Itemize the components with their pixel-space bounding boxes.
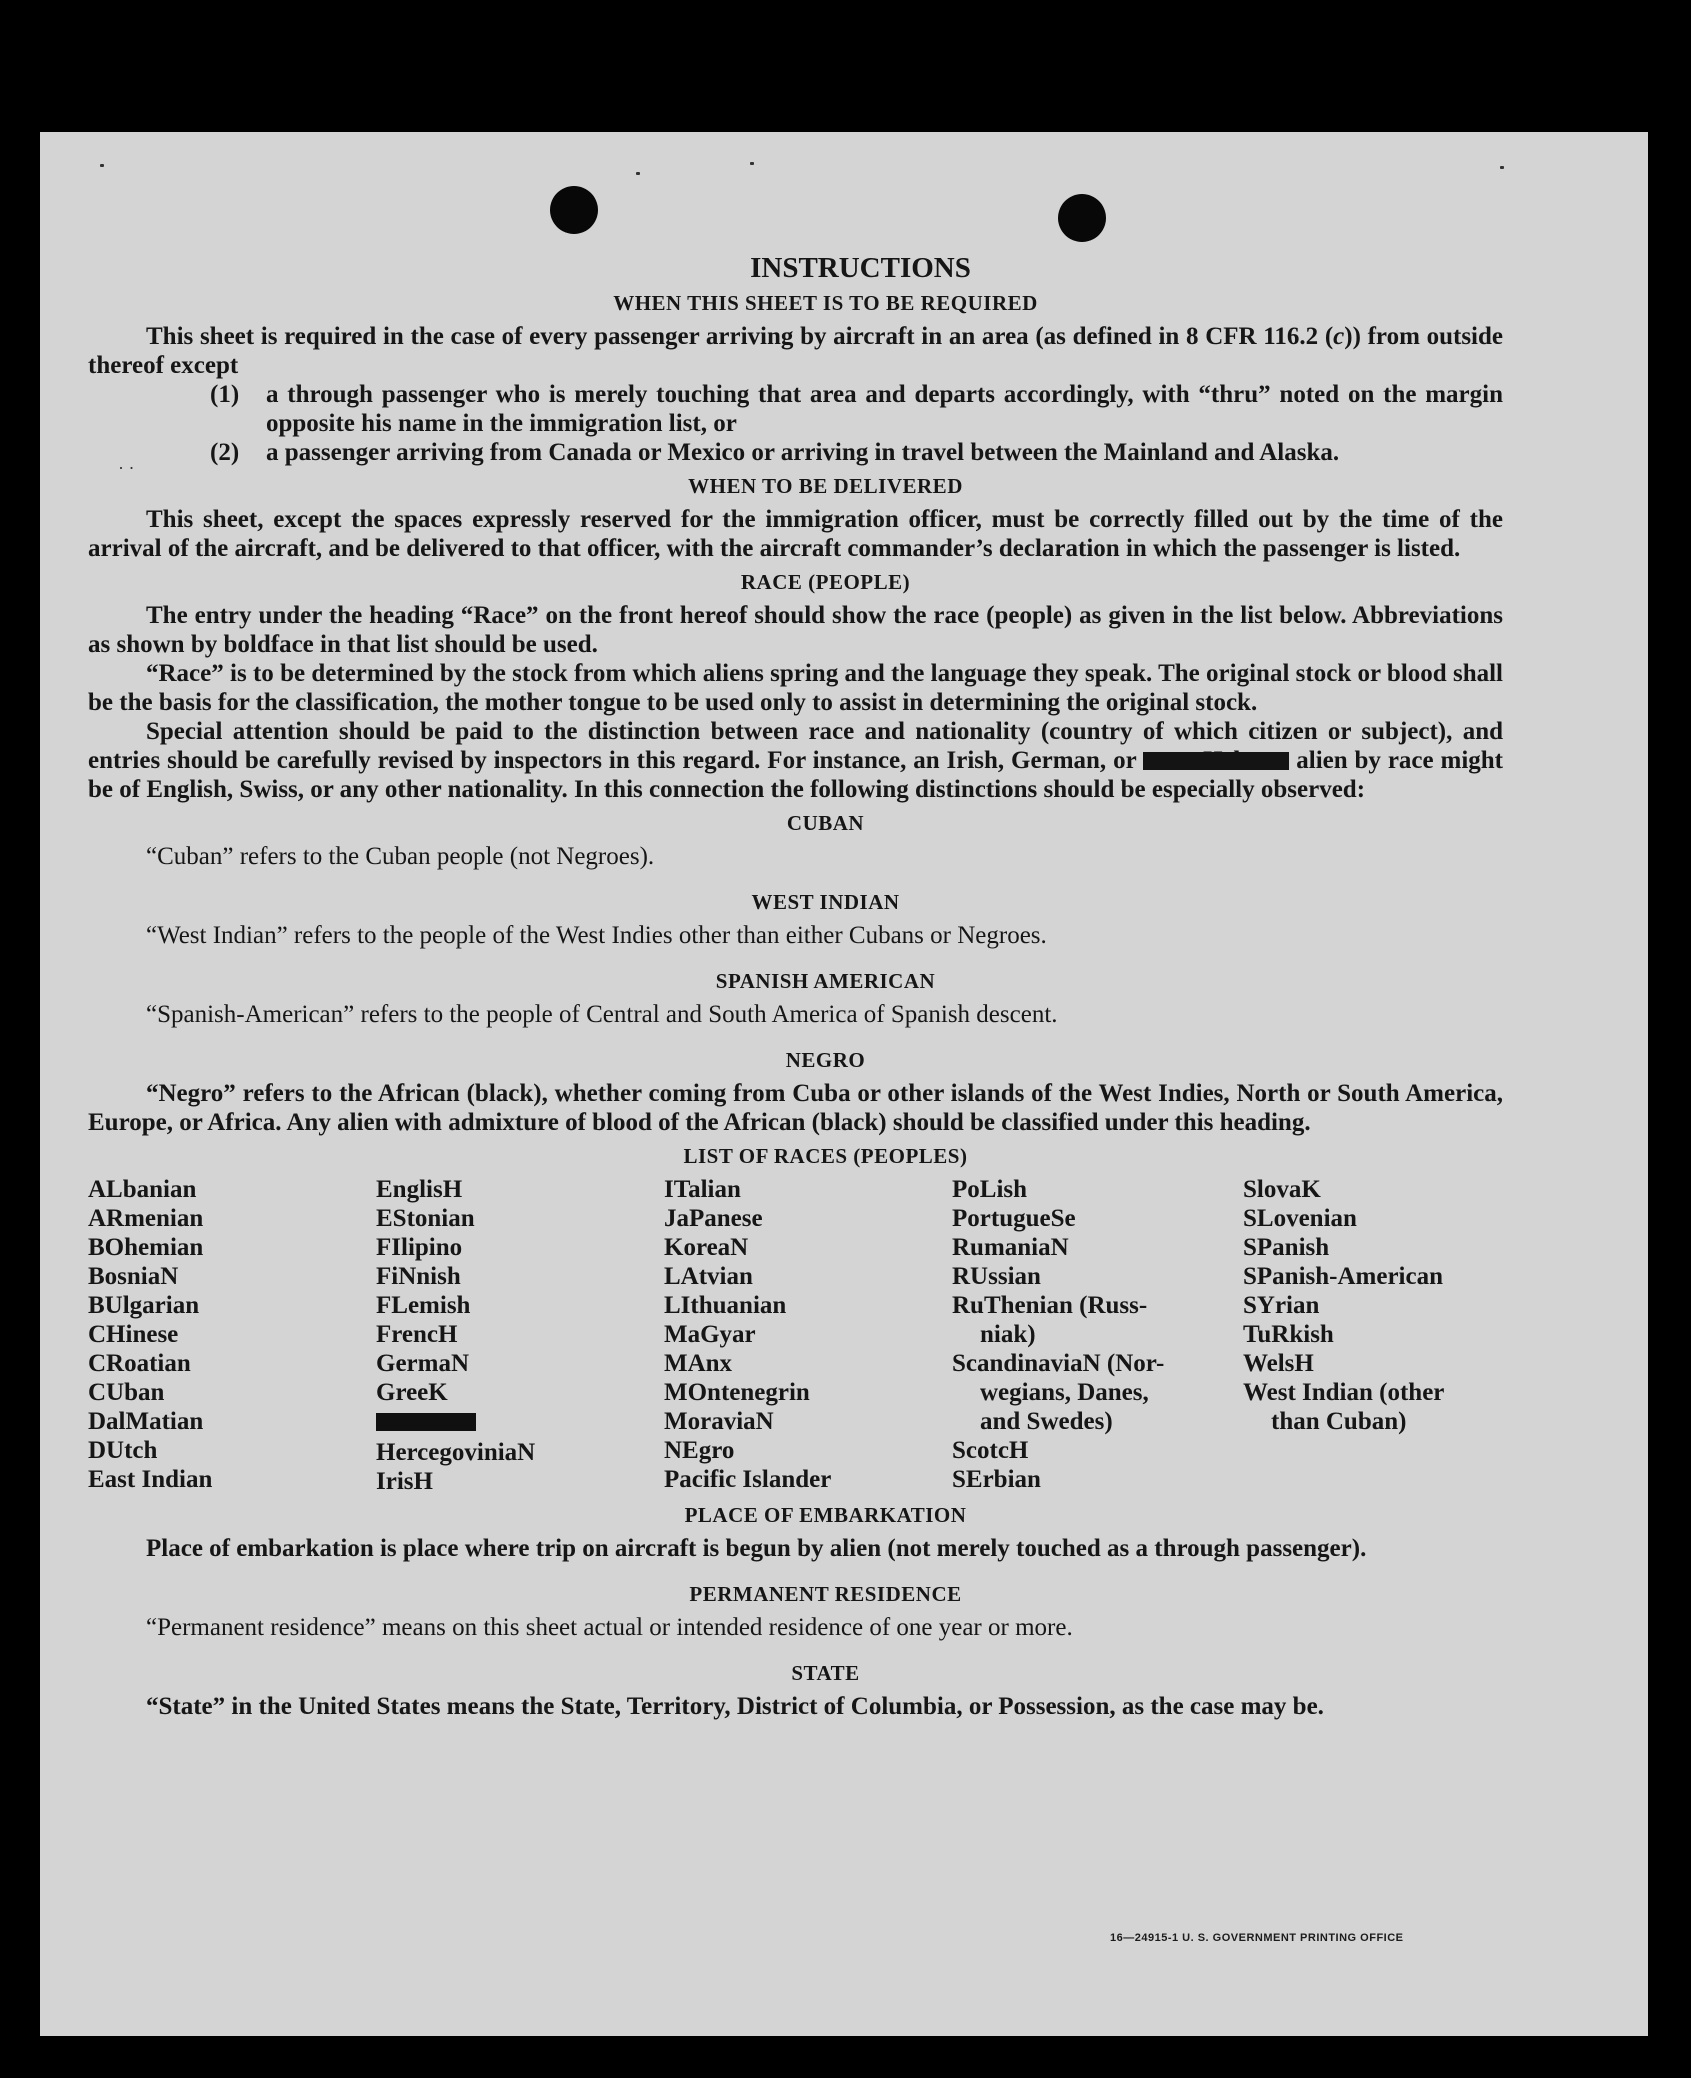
- heading-when-required: WHEN THIS SHEET IS TO BE REQUIRED: [613, 291, 1038, 315]
- race-entry: ARmenian: [88, 1205, 204, 1232]
- speck: [636, 172, 640, 175]
- race-entry: KoreaN: [664, 1234, 749, 1261]
- race-entry: DUtch: [88, 1437, 158, 1464]
- race-entry: ALbanian: [88, 1176, 197, 1203]
- printer-imprint: 16—24915-1 U. S. GOVERNMENT PRINTING OFFICE: [1110, 1932, 1404, 1944]
- race-entry: SErbian: [952, 1466, 1041, 1493]
- state-text: “State” in the United States means the State, Territory, District of Columbia, or Possession, as the case may be.: [146, 1693, 1324, 1720]
- race-entry: EStonian: [376, 1205, 475, 1232]
- struck-word: Hebrew: [1143, 752, 1289, 770]
- race-entry: ScandinaviaN (Nor-: [952, 1350, 1165, 1377]
- race-entry: BOhemian: [88, 1234, 204, 1261]
- race-entry: East Indian: [88, 1466, 213, 1493]
- race-entry: FIlipino: [376, 1234, 463, 1261]
- embarkation-text: Place of embarkation is place where trip on aircraft is begun by alien (not merely touched as a through passenger).: [146, 1535, 1367, 1562]
- punch-hole-right: [1058, 194, 1106, 242]
- race-entry: CRoatian: [88, 1350, 191, 1377]
- document-page: [40, 132, 1648, 2036]
- race-entry: JaPanese: [664, 1205, 763, 1232]
- race-entry: ScotcH: [952, 1437, 1029, 1464]
- negro-text: “Negro” refers to the African (black), whether coming from Cuba or other islands of the West Indies, North or South America, Europe, or Africa. Any alien with admixture of blood of the African (black) should be classified under this heading.: [88, 1080, 1503, 1136]
- race-entry: CUban: [88, 1379, 165, 1406]
- race-entry: ITalian: [664, 1176, 741, 1203]
- instructions-content: [88, 252, 1503, 1721]
- when-required-intro: This sheet is required in the case of every passenger arriving by aircraft in an area (as defined in 8 CFR 116.2 (c)) from outside thereof except: [88, 323, 1503, 379]
- race-entry: MOntenegrin: [664, 1379, 810, 1406]
- race-entry: RUssian: [952, 1263, 1041, 1290]
- race-entry: WelsH: [1243, 1350, 1314, 1377]
- race-entry: MaGyar: [664, 1321, 756, 1348]
- race-entry: SPanish: [1243, 1234, 1330, 1261]
- race-entry: SlovaK: [1243, 1176, 1321, 1203]
- speck: [750, 162, 754, 165]
- race-entry: wegians, Danes,: [980, 1379, 1149, 1406]
- races-column-2: [376, 1175, 664, 1496]
- race-entry: FrencH: [376, 1321, 458, 1348]
- race-entry: PoLish: [952, 1176, 1028, 1203]
- race-entry: CHinese: [88, 1321, 179, 1348]
- race-entry: SLovenian: [1243, 1205, 1357, 1232]
- race-entry: BUlgarian: [88, 1292, 200, 1319]
- races-column-5: [1243, 1175, 1503, 1496]
- race-entry: SYrian: [1243, 1292, 1320, 1319]
- margin-mark: · ·: [118, 458, 135, 478]
- exception-item-2: (2) a passenger arriving from Canada or Mexico or arriving in travel between the Mainland and Alaska.: [210, 439, 1340, 466]
- race-entry: RumaniaN: [952, 1234, 1069, 1261]
- race-entry: West Indian (other: [1243, 1379, 1445, 1406]
- race-entry: GermaN: [376, 1350, 470, 1377]
- race-entry: FiNnish: [376, 1263, 461, 1290]
- cuban-text: “Cuban” refers to the Cuban people (not Negroes).: [146, 843, 655, 870]
- race-paragraph-1: The entry under the heading “Race” on the front hereof should show the race (people) as given in the list below. Abbreviations as shown by boldface in that list should be used.: [88, 602, 1503, 658]
- race-entry: BosniaN: [88, 1263, 179, 1290]
- when-delivered-text: This sheet, except the spaces expressly reserved for the immigration officer, must be correctly filled out by the time of the arrival of the aircraft, and be delivered to that officer, with the aircraft commander’s declaration in which the passenger is listed.: [88, 506, 1503, 562]
- race-entry: IrisH: [376, 1468, 433, 1495]
- heading-permanent-residence: PERMANENT RESIDENCE: [689, 1582, 962, 1606]
- race-entry: MoraviaN: [664, 1408, 774, 1435]
- race-entry: FLemish: [376, 1292, 471, 1319]
- heading-spanish-american: SPANISH AMERICAN: [715, 969, 936, 993]
- west-indian-text: “West Indian” refers to the people of the West Indies other than either Cubans or Negroes.: [146, 922, 1047, 949]
- exception-item-1: (1) a through passenger who is merely touching that area and departs accordingly, with “thru” noted on the margin opposite his name in the immigration list, or: [210, 381, 1503, 437]
- race-entry: Pacific Islander: [664, 1466, 832, 1493]
- race-entry: and Swedes): [980, 1408, 1113, 1435]
- race-entry: TuRkish: [1243, 1321, 1334, 1348]
- heading-when-delivered: WHEN TO BE DELIVERED: [688, 474, 963, 498]
- heading-embarkation: PLACE OF EMBARKATION: [684, 1503, 967, 1527]
- punch-hole-left: [550, 186, 598, 234]
- race-entry: HercegoviniaN: [376, 1439, 536, 1466]
- redacted-entry: [376, 1407, 664, 1438]
- races-list: [88, 1175, 1503, 1496]
- race-entry: GreeK: [376, 1379, 448, 1406]
- races-column-3: [664, 1175, 952, 1496]
- race-entry: DalMatian: [88, 1408, 204, 1435]
- heading-list-of-races: LIST OF RACES (PEOPLES): [683, 1144, 968, 1168]
- race-entry: niak): [980, 1321, 1036, 1348]
- heading-west-indian: WEST INDIAN: [751, 890, 900, 914]
- race-entry: EnglisH: [376, 1176, 463, 1203]
- race-entry: LIthuanian: [664, 1292, 787, 1319]
- race-paragraph-3: Special attention should be paid to the distinction between race and nationality (country of which citizen or subject), and entries should be carefully revised by inspectors in this regard. For instance, an Irish, German, or Hebrew alien by race might be of English, Swiss, or any other nationality. In this connection the following distinctions should be especially observed:: [88, 718, 1503, 803]
- heading-state: STATE: [791, 1661, 860, 1685]
- race-entry: NEgro: [664, 1437, 735, 1464]
- race-entry: than Cuban): [1271, 1408, 1407, 1435]
- race-entry: SPanish-American: [1243, 1263, 1443, 1290]
- race-paragraph-2: “Race” is to be determined by the stock from which aliens spring and the language they speak. The original stock or blood shall be the basis for the classification, the mother tongue to be used only to assist in determining the original stock.: [88, 660, 1503, 716]
- heading-cuban: CUBAN: [786, 811, 865, 835]
- races-column-1: [88, 1175, 376, 1496]
- heading-negro: NEGRO: [785, 1048, 866, 1072]
- race-entry: RuThenian (Russ-: [952, 1292, 1148, 1319]
- spanish-american-text: “Spanish-American” refers to the people of Central and South America of Spanish descent.: [146, 1001, 1058, 1028]
- heading-race: RACE (PEOPLE): [740, 570, 911, 594]
- page-title: INSTRUCTIONS: [750, 252, 971, 284]
- residence-text: “Permanent residence” means on this sheet actual or intended residence of one year or more.: [146, 1614, 1073, 1641]
- races-column-4: [952, 1175, 1243, 1496]
- speck: [100, 164, 104, 167]
- race-entry: LAtvian: [664, 1263, 753, 1290]
- speck: [1500, 166, 1504, 169]
- race-entry: MAnx: [664, 1350, 733, 1377]
- race-entry: PortugueSe: [952, 1205, 1076, 1232]
